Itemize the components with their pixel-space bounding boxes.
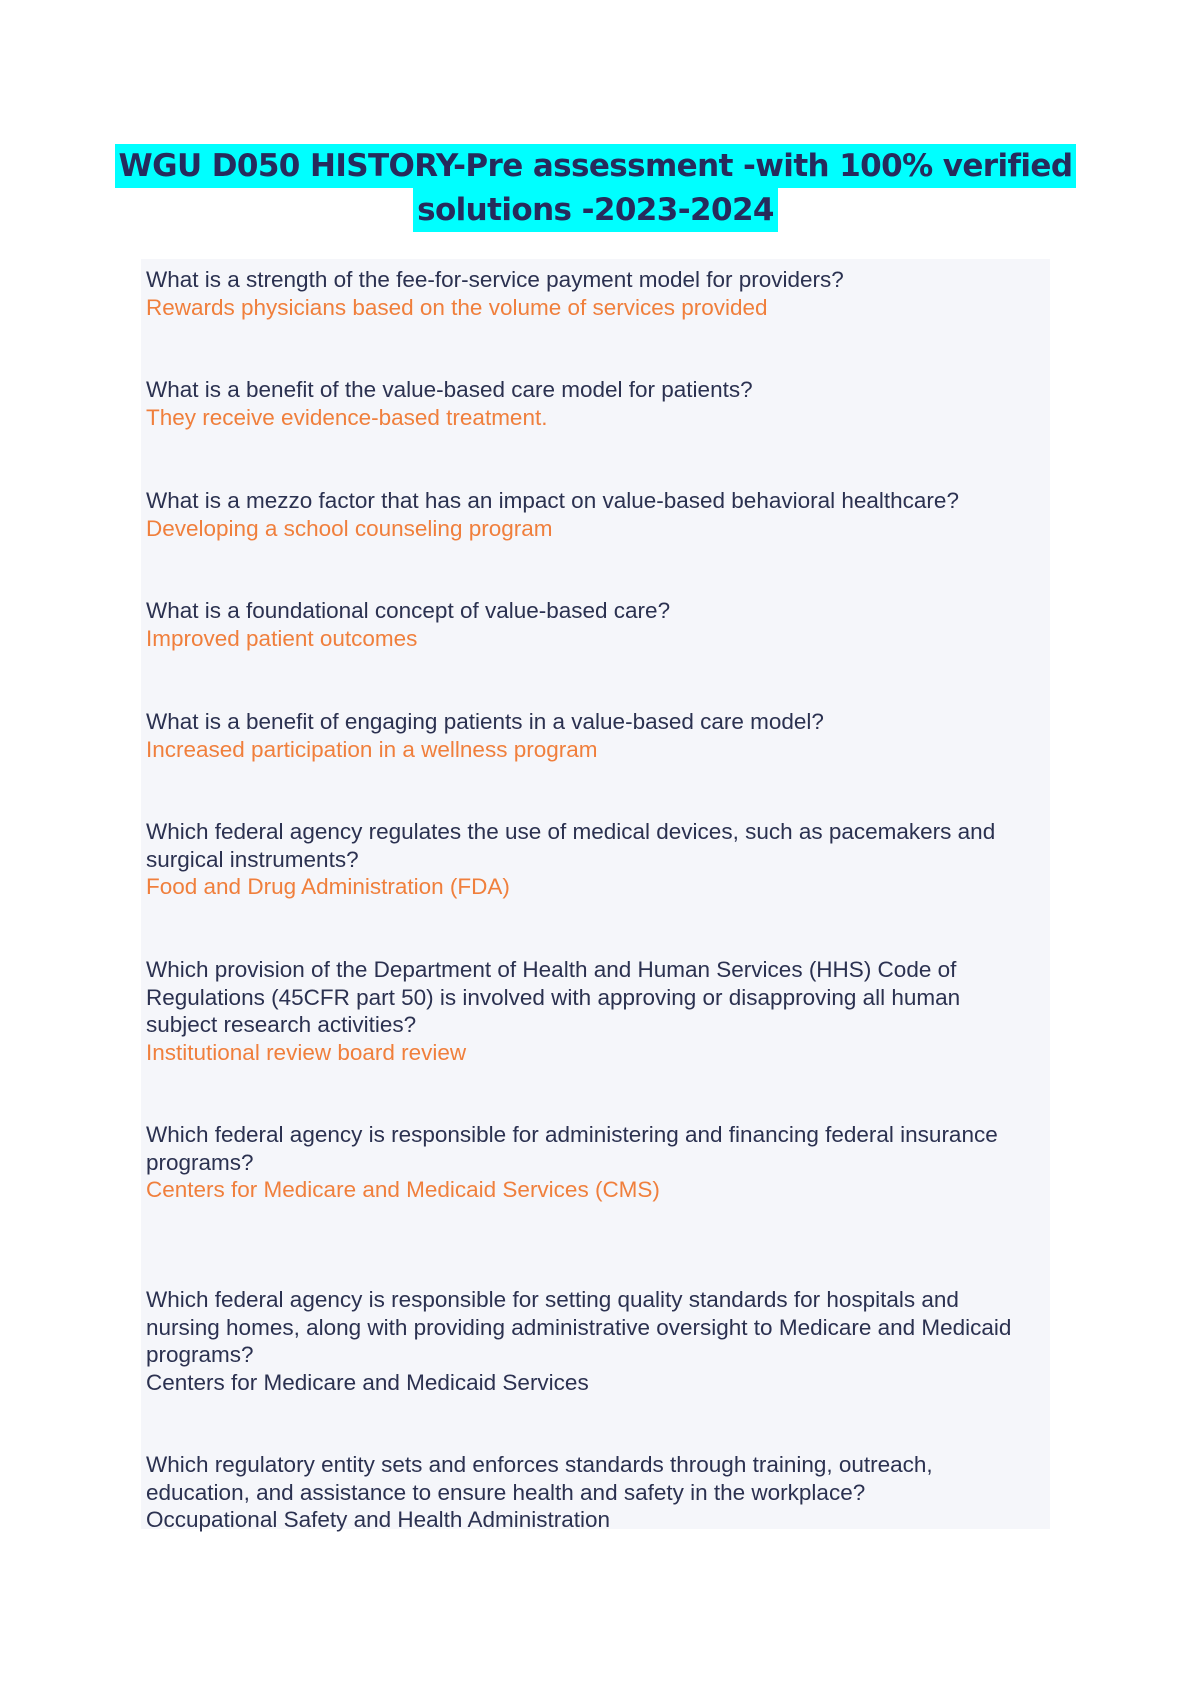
question: Which provision of the Department of Health and Human Services (HHS) Code of Regulations (45CFR part 50) is involved with approving or disapproving all human subject research activities? <box>146 957 961 1037</box>
answer: Institutional review board review <box>146 1039 467 1065</box>
question: What is a benefit of engaging patients in a value-based care model? <box>146 709 824 734</box>
question: Which federal agency is responsible for administering and financing federal insurance programs? <box>146 1122 998 1175</box>
question: What is a benefit of the value-based care model for patients? <box>146 377 753 402</box>
qa-item-8 <box>146 1121 1026 1204</box>
qa-item-4 <box>146 597 1026 652</box>
answer: Developing a school counseling program <box>146 515 553 541</box>
question: Which federal agency is responsible for setting quality standards for hospitals and nursing homes, along with providing administrative oversight to Medicare and Medicaid programs? <box>146 1287 1012 1367</box>
question: Which regulatory entity sets and enforces standards through training, outreach, education, and assistance to ensure health and safety in the workplace? <box>146 1452 933 1505</box>
answer: Centers for Medicare and Medicaid Services (CMS) <box>146 1177 660 1202</box>
qa-item-2 <box>146 376 1026 431</box>
document-title <box>0 144 1191 232</box>
answer: Improved patient outcomes <box>146 625 418 651</box>
title-line-1: WGU D050 HISTORY-Pre assessment -with 100% verified <box>115 144 1077 188</box>
answer: Occupational Safety and Health Administration <box>146 1507 611 1532</box>
question: Which federal agency regulates the use of medical devices, such as pacemakers and surgical instruments? <box>146 819 996 872</box>
answer: Food and Drug Administration (FDA) <box>146 874 510 899</box>
qa-item-7 <box>146 956 1026 1066</box>
answer: Rewards physicians based on the volume of services provided <box>146 294 768 320</box>
question: What is a strength of the fee-for-service payment model for providers? <box>146 267 844 292</box>
answer: Increased participation in a wellness program <box>146 736 598 762</box>
answer: Centers for Medicare and Medicaid Services <box>146 1369 589 1395</box>
answer: They receive evidence-based treatment. <box>146 404 548 430</box>
qa-item-6 <box>146 818 1026 901</box>
qa-item-3 <box>146 487 1026 542</box>
question: What is a mezzo factor that has an impact on value-based behavioral healthcare? <box>146 488 959 513</box>
qa-item-9 <box>146 1286 1026 1396</box>
qa-item-5 <box>146 708 1026 763</box>
qa-item-10 <box>146 1451 1026 1534</box>
question: What is a foundational concept of value-based care? <box>146 598 671 623</box>
qa-item-1 <box>146 266 1026 321</box>
title-line-2: solutions -2023-2024 <box>413 188 778 232</box>
